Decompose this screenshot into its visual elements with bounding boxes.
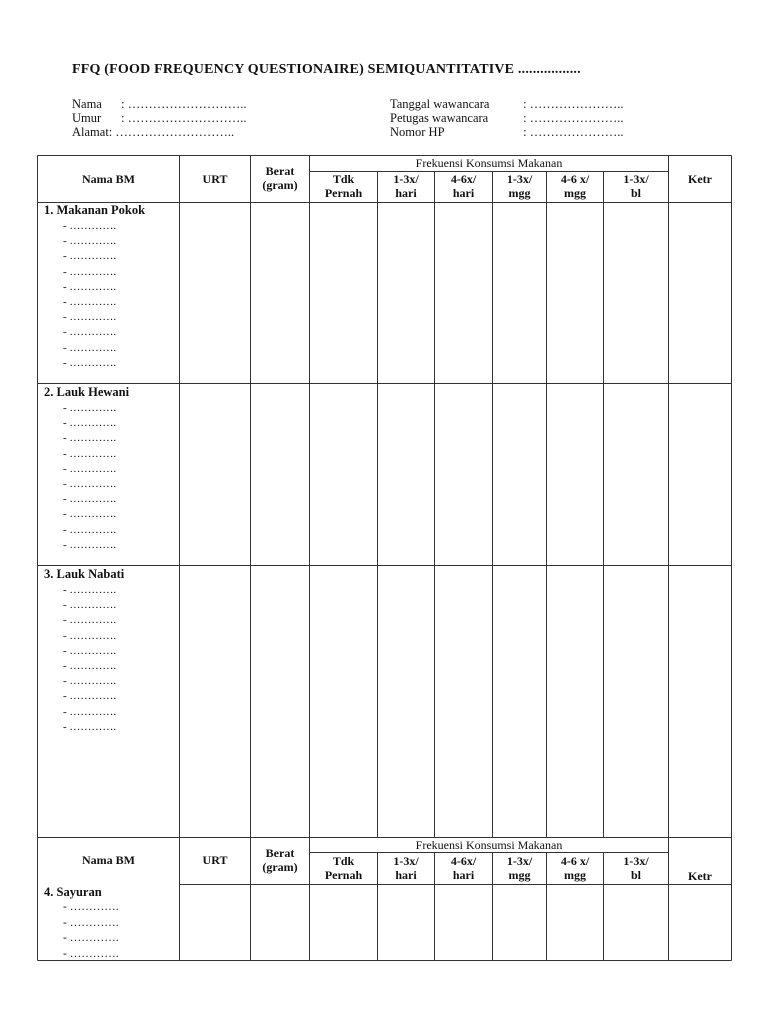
header-line: Pernah bbox=[324, 186, 363, 200]
header-line: bl bbox=[630, 186, 641, 200]
header-berat-line1: Berat bbox=[265, 846, 295, 860]
list-item[interactable]: - …………. bbox=[63, 341, 117, 354]
header-4-6x-mgg-repeat bbox=[547, 854, 603, 882]
field-label: Alamat: bbox=[72, 125, 113, 139]
list-item[interactable]: - …………. bbox=[63, 447, 117, 460]
field-value: ……………………….. bbox=[127, 97, 247, 111]
field-label: Nomor HP bbox=[390, 125, 445, 139]
field-separator: : bbox=[121, 97, 125, 111]
list-item[interactable]: - …………. bbox=[63, 356, 117, 369]
section-items-lauk-nabati bbox=[63, 583, 116, 735]
list-item[interactable]: - …………. bbox=[63, 417, 117, 430]
header-line: 4-6 x/ bbox=[560, 172, 590, 186]
header-1-3x-hari bbox=[378, 172, 434, 200]
header-line: 4-6x/ bbox=[450, 172, 477, 186]
list-item[interactable]: - …………. bbox=[63, 432, 117, 445]
header-urt: URT bbox=[202, 172, 228, 186]
list-item[interactable]: - …………. bbox=[63, 947, 119, 960]
list-item[interactable]: - …………. bbox=[63, 644, 117, 657]
section-title-makanan-pokok: 1. Makanan Pokok bbox=[44, 203, 146, 217]
list-item[interactable]: - …………. bbox=[63, 220, 117, 232]
section-items-lauk-hewani bbox=[63, 401, 116, 553]
form-title: FFQ (FOOD FREQUENCY QUESTIONAIRE) SEMIQUANTITATIVE ................. bbox=[72, 62, 581, 77]
header-4-6x-hari bbox=[435, 172, 492, 200]
list-item[interactable]: - …………. bbox=[63, 629, 117, 642]
header-line: Tdk bbox=[332, 854, 355, 868]
header-urt-repeat: URT bbox=[202, 853, 228, 867]
header-1-3x-bl bbox=[604, 172, 668, 200]
field-label: Umur bbox=[72, 111, 102, 125]
header-line: 1-3x/ bbox=[393, 854, 419, 868]
header-line: mgg bbox=[564, 186, 586, 200]
header-line: 1-3x/ bbox=[623, 172, 649, 186]
field-alamat[interactable] bbox=[72, 125, 246, 139]
list-item[interactable]: - …………. bbox=[63, 584, 117, 596]
section-items-makanan-pokok bbox=[63, 219, 116, 371]
header-ketr-repeat: Ketr bbox=[688, 869, 712, 883]
field-separator: : bbox=[523, 111, 527, 125]
list-item[interactable]: - …………. bbox=[63, 311, 117, 324]
header-line: Pernah bbox=[324, 868, 363, 882]
list-item[interactable]: - …………. bbox=[63, 402, 117, 414]
header-line: 1-3x/ bbox=[506, 854, 533, 868]
field-label: Petugas wawancara bbox=[390, 111, 489, 125]
list-item[interactable]: - …………. bbox=[63, 250, 117, 263]
header-1-3x-bl-repeat bbox=[604, 854, 668, 882]
header-line: hari bbox=[452, 868, 475, 882]
header-line: bl bbox=[630, 868, 641, 882]
header-line: 4-6 x/ bbox=[560, 854, 590, 868]
header-1-3x-mgg-repeat bbox=[493, 854, 546, 882]
field-umur[interactable] bbox=[72, 111, 246, 125]
section-title-lauk-hewani: 2. Lauk Hewani bbox=[44, 385, 130, 399]
header-tdk-pernah bbox=[310, 172, 377, 200]
list-item[interactable]: - …………. bbox=[63, 901, 119, 913]
list-item[interactable]: - …………. bbox=[63, 705, 117, 718]
list-item[interactable]: - …………. bbox=[63, 235, 117, 248]
header-1-3x-hari-repeat bbox=[378, 854, 434, 882]
header-berat-repeat bbox=[251, 846, 309, 874]
respondent-info-right bbox=[390, 97, 623, 139]
header-1-3x-mgg bbox=[493, 172, 546, 200]
list-item[interactable]: - …………. bbox=[63, 659, 117, 672]
section-title-sayuran: 4. Sayuran bbox=[44, 885, 102, 899]
header-line: hari bbox=[452, 186, 475, 200]
list-item[interactable]: - …………. bbox=[63, 462, 117, 475]
list-item[interactable]: - …………. bbox=[63, 538, 117, 551]
field-label: Nama bbox=[72, 97, 102, 111]
list-item[interactable]: - …………. bbox=[63, 614, 117, 627]
header-line: 1-3x/ bbox=[623, 854, 649, 868]
field-separator: : bbox=[523, 97, 527, 111]
header-line: Tdk bbox=[332, 172, 355, 186]
header-ketr: Ketr bbox=[688, 172, 712, 186]
field-value: ………………….. bbox=[529, 125, 624, 139]
header-line: mgg bbox=[564, 868, 586, 882]
header-berat-line1: Berat bbox=[265, 164, 295, 178]
header-line: hari bbox=[395, 186, 417, 200]
header-berat-line2: (gram) bbox=[262, 860, 298, 874]
header-line: 4-6x/ bbox=[450, 854, 477, 868]
list-item[interactable]: - …………. bbox=[63, 916, 119, 929]
list-item[interactable]: - …………. bbox=[63, 523, 117, 536]
list-item[interactable]: - …………. bbox=[63, 599, 117, 612]
header-tdk-pernah-repeat bbox=[310, 854, 377, 882]
list-item[interactable]: - …………. bbox=[63, 720, 117, 733]
field-petugas-wawancara[interactable] bbox=[390, 111, 623, 125]
field-value: ……………………….. bbox=[115, 125, 235, 139]
field-separator: : bbox=[523, 125, 527, 139]
header-nama-bm-repeat: Nama BM bbox=[82, 853, 135, 867]
field-tanggal-wawancara[interactable] bbox=[390, 97, 623, 111]
field-nomor-hp[interactable] bbox=[390, 125, 623, 139]
header-line: mgg bbox=[508, 186, 531, 200]
list-item[interactable]: - …………. bbox=[63, 493, 117, 506]
field-value: ………………….. bbox=[529, 111, 624, 125]
list-item[interactable]: - …………. bbox=[63, 477, 117, 490]
field-nama[interactable] bbox=[72, 97, 246, 111]
list-item[interactable]: - …………. bbox=[63, 280, 117, 293]
field-value: ……………………….. bbox=[127, 111, 247, 125]
header-berat bbox=[251, 164, 309, 192]
header-line: 1-3x/ bbox=[506, 172, 533, 186]
header-berat-line2: (gram) bbox=[262, 178, 298, 192]
list-item[interactable]: - …………. bbox=[63, 295, 117, 308]
header-frekuensi-repeat: Frekuensi Konsumsi Makanan bbox=[415, 838, 563, 852]
list-item[interactable]: - …………. bbox=[63, 326, 117, 339]
respondent-info-left bbox=[72, 97, 246, 139]
header-4-6x-mgg bbox=[547, 172, 603, 200]
section-title-lauk-nabati: 3. Lauk Nabati bbox=[44, 567, 125, 581]
list-item[interactable]: - …………. bbox=[63, 690, 117, 703]
section-items-sayuran bbox=[63, 900, 119, 962]
header-line: 1-3x/ bbox=[393, 172, 419, 186]
header-nama-bm: Nama BM bbox=[82, 172, 135, 186]
list-item[interactable]: - …………. bbox=[63, 508, 117, 521]
header-frekuensi: Frekuensi Konsumsi Makanan bbox=[415, 156, 563, 170]
list-item[interactable]: - …………. bbox=[63, 675, 117, 688]
header-line: mgg bbox=[508, 868, 531, 882]
header-4-6x-hari-repeat bbox=[435, 854, 492, 882]
field-label: Tanggal wawancara bbox=[390, 97, 490, 111]
field-separator: : bbox=[121, 111, 125, 125]
header-line: hari bbox=[395, 868, 417, 882]
list-item[interactable]: - …………. bbox=[63, 265, 117, 278]
field-value: ………………….. bbox=[529, 97, 624, 111]
list-item[interactable]: - …………. bbox=[63, 932, 119, 944]
